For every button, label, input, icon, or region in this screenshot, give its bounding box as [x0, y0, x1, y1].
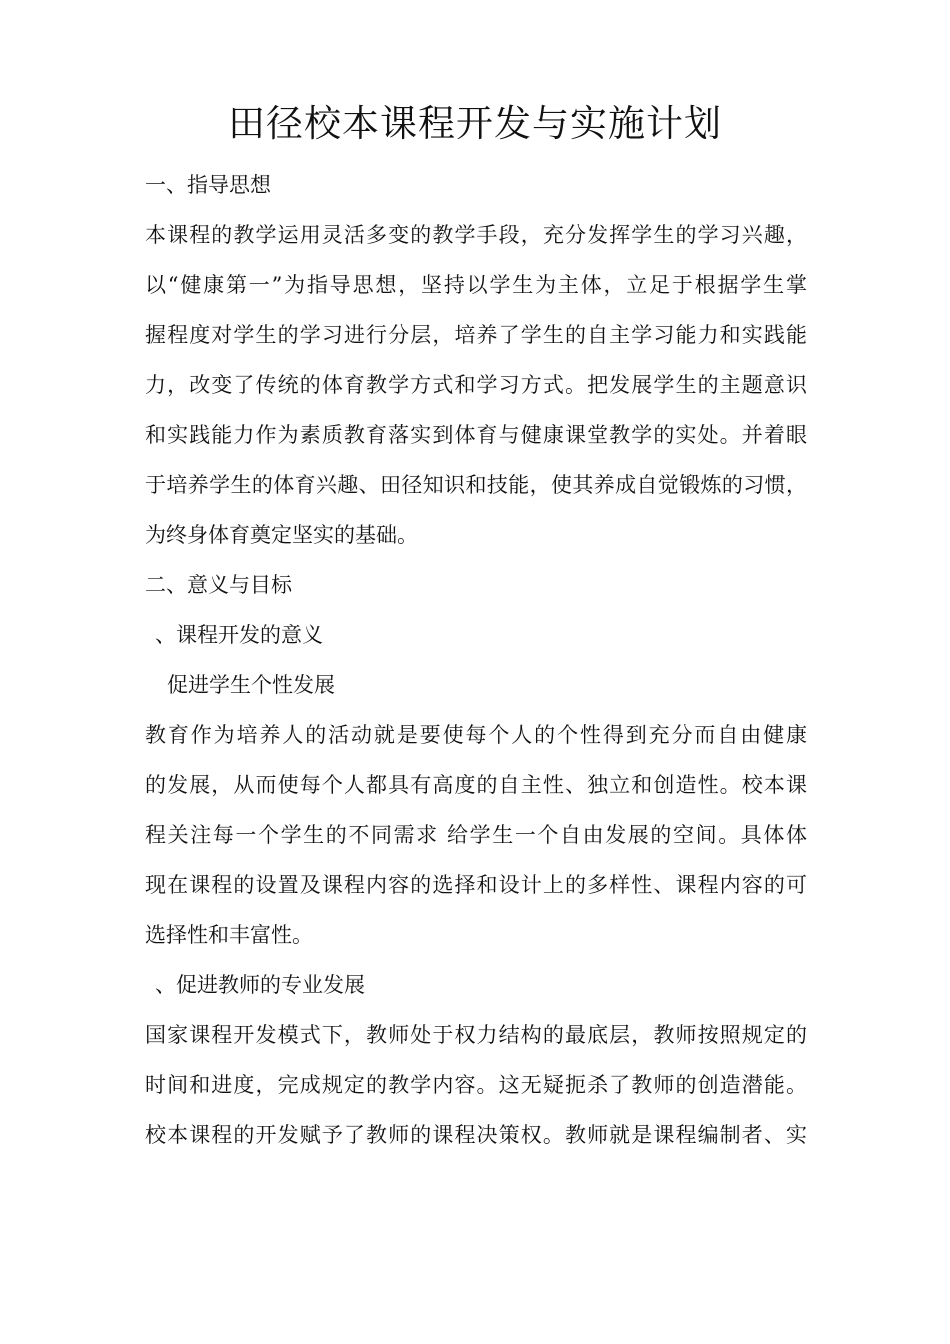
text-line: 本课程的教学运用灵活多变的教学手段，充分发挥学生的学习兴趣，	[145, 223, 807, 247]
text-line: 以“健康第一”为指导思想，坚持以学生为主体，立足于根据学生掌	[145, 273, 807, 297]
text-line: 程关注每一个学生的不同需求 给学生一个自由发展的空间。具体体	[145, 823, 807, 847]
text-line: 教育作为培养人的活动就是要使每个人的个性得到充分而自由健康	[145, 723, 807, 747]
text-line: 和实践能力作为素质教育落实到体育与健康课堂教学的实处。并着眼	[145, 423, 807, 447]
text-line: 于培养学生的体育兴趣、田径知识和技能，使其养成自觉锻炼的习惯，	[145, 473, 807, 497]
text-line: 校本课程的开发赋予了教师的课程决策权。教师就是课程编制者、实	[145, 1123, 807, 1147]
text-line: 、促进教师的专业发展	[155, 973, 365, 997]
text-line: 选择性和丰富性。	[145, 923, 313, 947]
text-line: 为终身体育奠定坚实的基础。	[145, 523, 418, 547]
text-line: 促进学生个性发展	[167, 673, 335, 697]
text-line: 国家课程开发模式下，教师处于权力结构的最底层，教师按照规定的	[145, 1023, 807, 1047]
text-line: 时间和进度，完成规定的教学内容。这无疑扼杀了教师的创造潜能。	[145, 1073, 807, 1097]
text-line: 力，改变了传统的体育教学方式和学习方式。把发展学生的主题意识	[145, 373, 807, 397]
document-title: 田径校本课程开发与实施计划	[228, 102, 722, 145]
text-line: 二、意义与目标	[145, 573, 292, 597]
text-line: 一、指导思想	[145, 173, 271, 197]
document-body	[145, 160, 807, 1160]
text-line: 握程度对学生的学习进行分层，培养了学生的自主学习能力和实践能	[145, 323, 807, 347]
text-line: 的发展，从而使每个人都具有高度的自主性、独立和创造性。校本课	[145, 773, 807, 797]
text-line: 现在课程的设置及课程内容的选择和设计上的多样性、课程内容的可	[145, 873, 807, 897]
text-line: 、课程开发的意义	[155, 623, 323, 647]
